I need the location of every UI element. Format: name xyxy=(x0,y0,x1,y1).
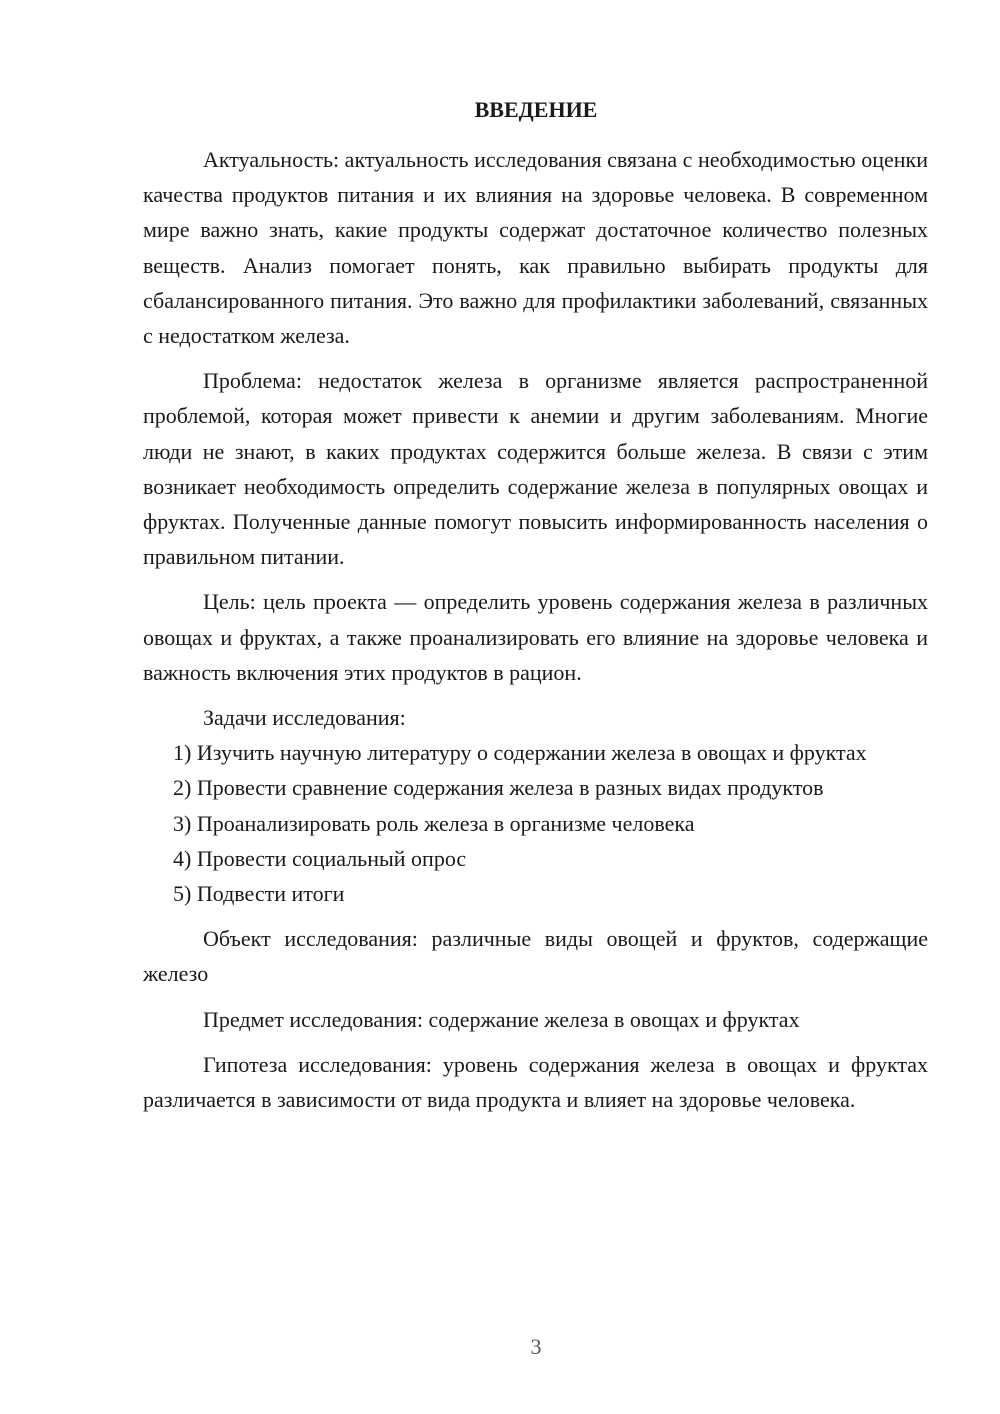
tasks-title: Задачи исследования: xyxy=(203,705,406,731)
page-number: 3 xyxy=(530,1334,542,1359)
page-title: ВВЕДЕНИЕ xyxy=(474,97,598,122)
tasks-list xyxy=(143,735,928,911)
list-item: 4) Провести социальный опрос xyxy=(173,845,467,871)
document-body xyxy=(143,142,928,1117)
list-item: 2) Провести сравнение содержания железа в разных видах продуктов xyxy=(173,775,824,801)
paragraph-problem: Проблема: недостаток железа в организме является распространенной проблемой, которая может привести к анемии и другим заболеваниям. Многие люди не знают, в каких продуктах содержится больше железа. В связи с этим возникает необходимость определить содержание железа в популярных овощах и фруктах. Полученные данные помогут повысить информированность населения о правильном питании. xyxy=(143,368,928,570)
list-item: 3) Проанализировать роль железа в организме человека xyxy=(173,810,695,836)
paragraph-goal: Цель: цель проекта — определить уровень содержания железа в различных овощах и фруктах, а также проанализировать его влияние на здоровье человека и важность включения этих продуктов в рацион. xyxy=(143,589,928,685)
list-item: 5) Подвести итоги xyxy=(173,881,345,907)
paragraph-object: Объект исследования: различные виды овощей и фруктов, содержащие железо xyxy=(143,926,928,987)
paragraph-relevance: Актуальность: актуальность исследования связана с необходимостью оценки качества продуктов питания и их влияния на здоровье человека. В современном мире важно знать, какие продукты содержат достаточное количество полезных веществ. Анализ помогает понять, как правильно выбирать продукты для сбалансированного питания. Это важно для профилактики заболеваний, связанных с недостатком железа. xyxy=(143,147,928,349)
paragraph-subject: Предмет исследования: содержание железа в овощах и фруктах xyxy=(203,1006,800,1032)
paragraph-hypothesis: Гипотеза исследования: уровень содержания железа в овощах и фруктах различается в зависимости от вида продукта и влияет на здоровье человека. xyxy=(143,1051,928,1113)
list-item: 1) Изучить научную литературу о содержании железа в овощах и фруктах xyxy=(173,740,867,766)
